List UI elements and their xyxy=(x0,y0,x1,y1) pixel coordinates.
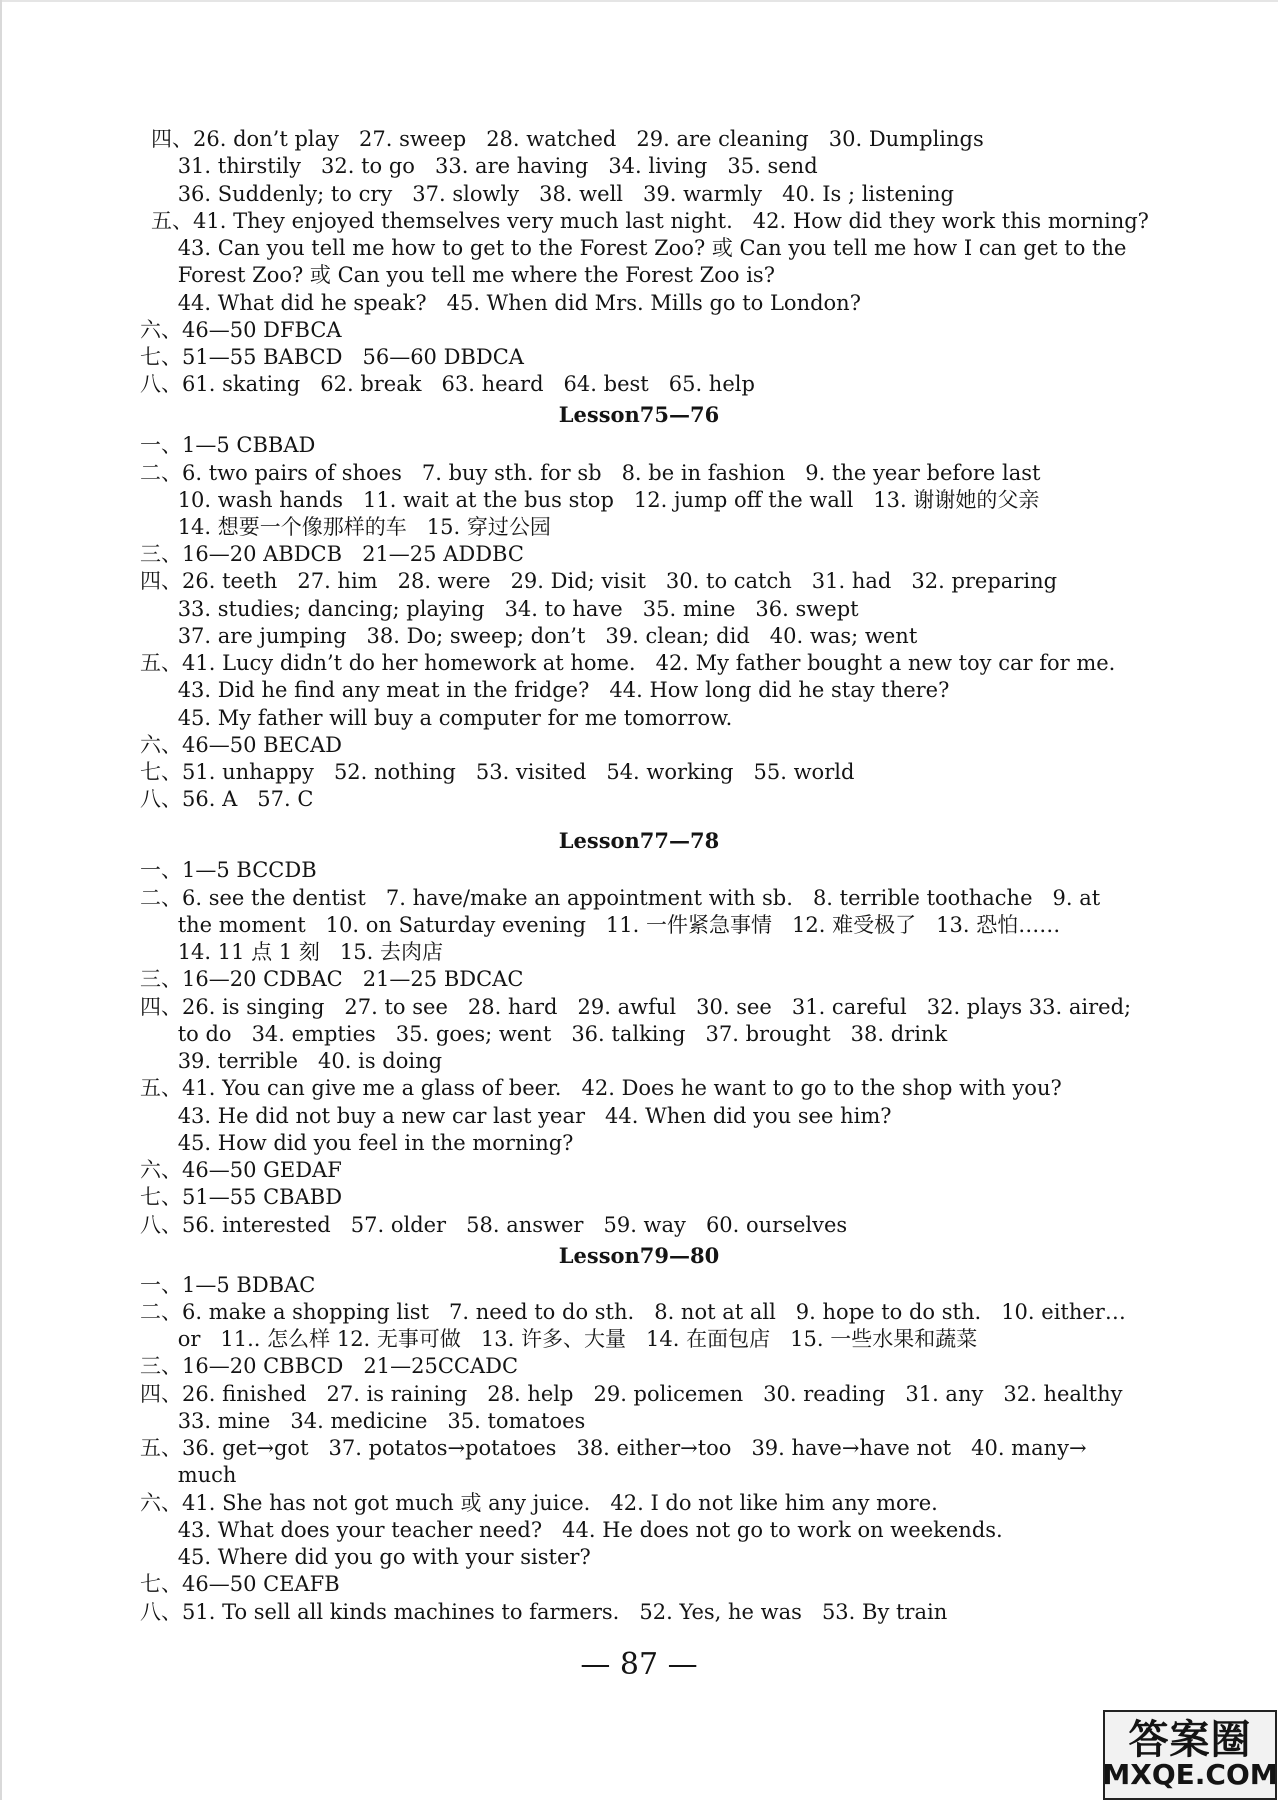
answer-line: 39. terrible 40. is doing xyxy=(151,1049,443,1073)
answer-line: 45. How did you feel in the morning? xyxy=(151,1131,574,1155)
answer-line: 七、51—55 CBABD xyxy=(140,1185,343,1209)
lesson-heading: Lesson77—78 xyxy=(558,828,720,853)
answer-line: 五、36. get→got 37. potatos→potatoes 38. either→too 39. have→have not 40. many→ xyxy=(140,1436,1087,1460)
lesson-heading: Lesson75—76 xyxy=(558,402,720,427)
answer-line: 44. What did he speak? 45. When did Mrs. Mills go to London? xyxy=(151,291,861,315)
answer-line: 31. thirstily 32. to go 33. are having 34. living 35. send xyxy=(151,154,818,178)
scan-edge-top xyxy=(0,0,1278,2)
answer-line: 六、46—50 GEDAF xyxy=(140,1158,342,1182)
answer-line: 六、41. She has not got much 或 any juice. 42. I do not like him any more. xyxy=(140,1491,938,1515)
answer-line: 四、26. finished 27. is raining 28. help 29. policemen 30. reading 31. any 32. healthy xyxy=(140,1382,1123,1406)
answer-line: 10. wash hands 11. wait at the bus stop 12. jump off the wall 13. 谢谢她的父亲 xyxy=(151,488,1040,512)
answer-line: 45. My father will buy a computer for me tomorrow. xyxy=(151,706,733,730)
lesson-heading: Lesson79—80 xyxy=(558,1243,720,1268)
answer-line: 33. mine 34. medicine 35. tomatoes xyxy=(151,1409,586,1433)
answer-line: 14. 11 点 1 刻 15. 去肉店 xyxy=(151,940,443,964)
answer-line: 四、26. teeth 27. him 28. were 29. Did; visit 30. to catch 31. had 32. preparing xyxy=(140,569,1058,593)
answer-line: 36. Suddenly; to cry 37. slowly 38. well 39. warmly 40. Is ; listening xyxy=(151,182,955,206)
answer-line: 三、16—20 CBBCD 21—25CCADC xyxy=(140,1354,519,1378)
answer-line: to do 34. empties 35. goes; went 36. talking 37. brought 38. drink xyxy=(151,1022,948,1046)
answer-line: 八、61. skating 62. break 63. heard 64. best 65. help xyxy=(140,372,755,396)
answer-line: 三、16—20 ABDCB 21—25 ADDBC xyxy=(140,542,524,566)
page-number: — 87 — xyxy=(580,1647,698,1682)
watermark-bottom-text: MXQE.COM xyxy=(1102,1758,1278,1791)
watermark-top-text: 答案圈 xyxy=(1128,1717,1252,1763)
answer-line: 五、41. Lucy didn’t do her homework at home. 42. My father bought a new toy car for me. xyxy=(140,651,1116,675)
answer-line: 43. He did not buy a new car last year 44. When did you see him? xyxy=(151,1104,892,1128)
answer-line: 43. Can you tell me how to get to the Forest Zoo? 或 Can you tell me how I can get to the xyxy=(151,236,1127,260)
answer-line: 二、6. make a shopping list 7. need to do sth. 8. not at all 9. hope to do sth. 10. either… xyxy=(140,1300,1126,1324)
answer-line: or 11.. 怎么样 12. 无事可做 13. 许多、大量 14. 在面包店 15. 一些水果和蔬菜 xyxy=(151,1327,978,1351)
answer-line: 43. What does your teacher need? 44. He does not go to work on weekends. xyxy=(151,1518,1003,1542)
answer-line: 六、46—50 BECAD xyxy=(140,733,342,757)
answer-line: 五、41. You can give me a glass of beer. 42. Does he want to go to the shop with you? xyxy=(140,1076,1062,1100)
answer-line: much xyxy=(151,1463,237,1487)
answer-line: 14. 想要一个像那样的车 15. 穿过公园 xyxy=(151,515,551,539)
answer-line: 六、46—50 DFBCA xyxy=(140,318,342,342)
answer-line: 一、1—5 BDBAC xyxy=(140,1273,316,1297)
site-watermark xyxy=(1103,1710,1277,1800)
answer-line: 二、6. see the dentist 7. have/make an appointment with sb. 8. terrible toothache 9. at xyxy=(140,886,1101,910)
answer-line: 33. studies; dancing; playing 34. to have 35. mine 36. swept xyxy=(151,597,859,621)
answer-line: 八、51. To sell all kinds machines to farmers. 52. Yes, he was 53. By train xyxy=(140,1600,948,1624)
answer-line: 三、16—20 CDBAC 21—25 BDCAC xyxy=(140,967,524,991)
answer-line: 八、56. A 57. C xyxy=(140,787,314,811)
answer-line: 四、26. is singing 27. to see 28. hard 29. awful 30. see 31. careful 32. plays 33. aired; xyxy=(140,995,1132,1019)
answer-line: 八、56. interested 57. older 58. answer 59. way 60. ourselves xyxy=(140,1213,848,1237)
answer-line: 一、1—5 CBBAD xyxy=(140,433,316,457)
answer-line: 七、46—50 CEAFB xyxy=(140,1572,340,1596)
answer-line: 七、51. unhappy 52. nothing 53. visited 54. working 55. world xyxy=(140,760,855,784)
answer-line: 四、26. don’t play 27. sweep 28. watched 29. are cleaning 30. Dumplings xyxy=(151,127,984,151)
answer-line: 七、51—55 BABCD 56—60 DBDCA xyxy=(140,345,524,369)
answer-line: 二、6. two pairs of shoes 7. buy sth. for sb 8. be in fashion 9. the year before last xyxy=(140,461,1041,485)
scan-edge-left xyxy=(0,0,2,1800)
answer-line: 一、1—5 BCCDB xyxy=(140,858,317,882)
answer-line: 45. Where did you go with your sister? xyxy=(151,1545,591,1569)
answer-line: 五、41. They enjoyed themselves very much last night. 42. How did they work this morning? xyxy=(151,209,1149,233)
answer-line: Forest Zoo? 或 Can you tell me where the Forest Zoo is? xyxy=(151,263,775,287)
answer-line: 37. are jumping 38. Do; sweep; don’t 39. clean; did 40. was; went xyxy=(151,624,918,648)
answer-line: 43. Did he find any meat in the fridge? 44. How long did he stay there? xyxy=(151,678,950,702)
answer-line: the moment 10. on Saturday evening 11. 一件紧急事情 12. 难受极了 13. 恐怕…… xyxy=(151,913,1061,937)
